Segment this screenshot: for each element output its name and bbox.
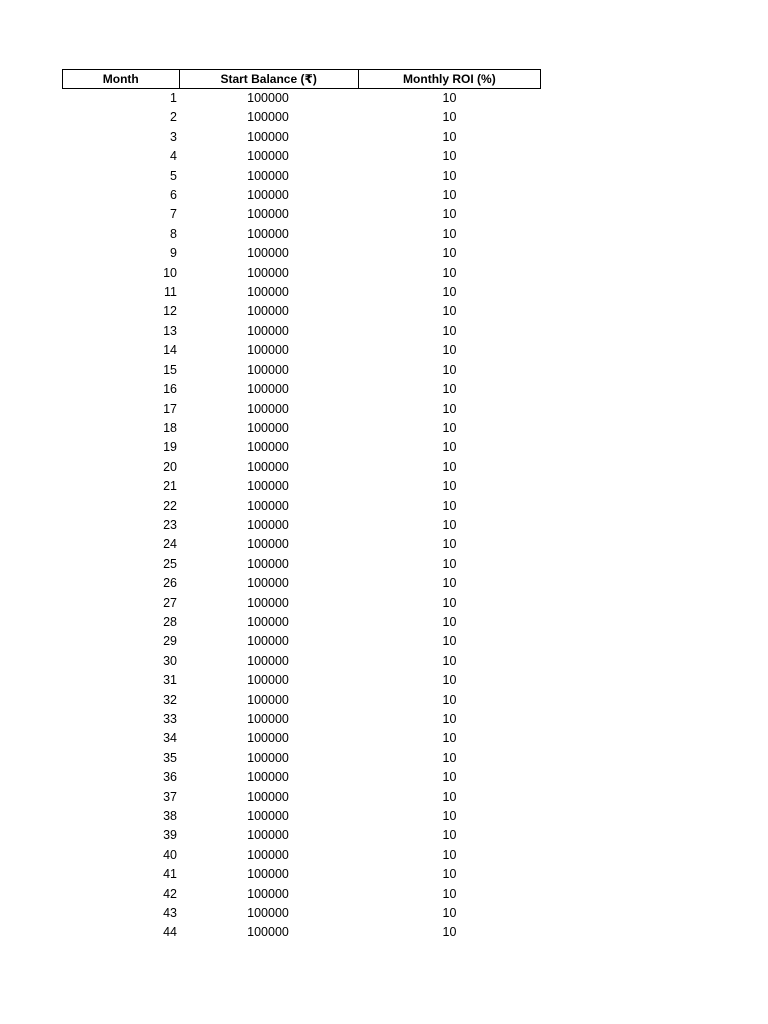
table-row xyxy=(62,302,541,321)
table-row xyxy=(62,710,541,729)
month-cell: 12 xyxy=(163,304,177,319)
month-cell: 13 xyxy=(163,323,177,338)
table-row xyxy=(62,283,541,302)
roi-table xyxy=(62,69,541,943)
monthly-roi-cell: 10 xyxy=(442,906,457,921)
table-row xyxy=(62,128,541,147)
table-row xyxy=(62,516,541,535)
start-balance-cell: 100000 xyxy=(247,692,289,707)
start-balance-cell: 100000 xyxy=(247,110,289,125)
table-row xyxy=(62,186,541,205)
month-cell: 21 xyxy=(163,479,177,494)
table-row xyxy=(62,613,541,632)
monthly-roi-cell: 10 xyxy=(442,789,457,804)
table-row xyxy=(62,923,541,942)
start-balance-cell: 100000 xyxy=(247,614,289,629)
start-balance-cell: 100000 xyxy=(247,634,289,649)
month-cell: 22 xyxy=(163,498,177,513)
table-row xyxy=(62,846,541,865)
table-row xyxy=(62,594,541,613)
monthly-roi-cell: 10 xyxy=(442,110,457,125)
start-balance-cell: 100000 xyxy=(247,789,289,804)
month-cell: 31 xyxy=(163,673,177,688)
start-balance-cell: 100000 xyxy=(247,343,289,358)
month-cell: 44 xyxy=(163,925,177,940)
table-row xyxy=(62,205,541,224)
monthly-roi-cell: 10 xyxy=(442,207,457,222)
month-cell: 38 xyxy=(163,809,177,824)
month-cell: 18 xyxy=(163,420,177,435)
table-row xyxy=(62,361,541,380)
monthly-roi-cell: 10 xyxy=(442,692,457,707)
table-row xyxy=(62,400,541,419)
start-balance-cell: 100000 xyxy=(247,828,289,843)
table-row xyxy=(62,458,541,477)
month-cell: 15 xyxy=(163,362,177,377)
monthly-roi-cell: 10 xyxy=(442,343,457,358)
monthly-roi-cell: 10 xyxy=(442,712,457,726)
table-row xyxy=(62,535,541,554)
table-row xyxy=(62,788,541,807)
monthly-roi-cell: 10 xyxy=(442,149,457,164)
table-row xyxy=(62,652,541,671)
month-cell: 36 xyxy=(163,770,177,785)
table-row xyxy=(62,341,541,360)
monthly-roi-cell: 10 xyxy=(442,479,457,494)
month-cell: 27 xyxy=(163,595,177,610)
start-balance-cell: 100000 xyxy=(247,886,289,901)
monthly-roi-cell: 10 xyxy=(442,285,457,300)
month-cell: 16 xyxy=(163,382,177,397)
table-row xyxy=(62,574,541,593)
month-cell: 7 xyxy=(170,207,177,222)
monthly-roi-cell: 10 xyxy=(442,498,457,513)
month-cell: 39 xyxy=(163,828,177,843)
table-row xyxy=(62,147,541,166)
start-balance-cell: 100000 xyxy=(247,750,289,765)
start-balance-cell: 100000 xyxy=(247,673,289,688)
start-balance-cell: 100000 xyxy=(247,479,289,494)
monthly-roi-cell: 10 xyxy=(442,634,457,649)
month-cell: 28 xyxy=(163,614,177,629)
table-row xyxy=(62,264,541,283)
start-balance-cell: 100000 xyxy=(247,285,289,300)
monthly-roi-cell: 10 xyxy=(442,420,457,435)
monthly-roi-cell: 10 xyxy=(442,886,457,901)
start-balance-cell: 100000 xyxy=(247,129,289,144)
monthly-roi-cell: 10 xyxy=(442,673,457,688)
monthly-roi-cell: 10 xyxy=(442,750,457,765)
month-cell: 19 xyxy=(163,440,177,455)
table-row xyxy=(62,555,541,574)
start-balance-cell: 100000 xyxy=(247,556,289,571)
month-cell: 23 xyxy=(163,517,177,532)
table-row xyxy=(62,244,541,263)
month-cell: 40 xyxy=(163,847,177,862)
start-balance-column-header: Start Balance (₹) xyxy=(179,70,358,88)
monthly-roi-column-header: Monthly ROI (%) xyxy=(358,70,540,88)
start-balance-cell: 100000 xyxy=(247,207,289,222)
monthly-roi-cell: 10 xyxy=(442,731,457,746)
monthly-roi-cell: 10 xyxy=(442,459,457,474)
month-cell: 41 xyxy=(163,867,177,882)
start-balance-cell: 100000 xyxy=(247,226,289,241)
monthly-roi-cell: 10 xyxy=(442,226,457,241)
start-balance-cell: 100000 xyxy=(247,149,289,164)
month-cell: 43 xyxy=(163,906,177,921)
table-row xyxy=(62,865,541,884)
monthly-roi-cell: 10 xyxy=(442,129,457,144)
start-balance-cell: 100000 xyxy=(247,498,289,513)
month-cell: 2 xyxy=(170,110,177,125)
month-cell: 29 xyxy=(163,634,177,649)
start-balance-cell: 100000 xyxy=(247,595,289,610)
start-balance-cell: 100000 xyxy=(247,323,289,338)
monthly-roi-cell: 10 xyxy=(442,401,457,416)
start-balance-cell: 100000 xyxy=(247,188,289,203)
monthly-roi-cell: 10 xyxy=(442,847,457,862)
start-balance-cell: 100000 xyxy=(247,91,289,105)
start-balance-cell: 100000 xyxy=(247,401,289,416)
start-balance-cell: 100000 xyxy=(247,847,289,862)
start-balance-cell: 100000 xyxy=(247,906,289,921)
start-balance-cell: 100000 xyxy=(247,537,289,552)
table-row xyxy=(62,826,541,845)
table-row xyxy=(62,671,541,690)
start-balance-cell: 100000 xyxy=(247,362,289,377)
monthly-roi-cell: 10 xyxy=(442,770,457,785)
month-cell: 33 xyxy=(163,712,177,726)
start-balance-cell: 100000 xyxy=(247,925,289,940)
table-row xyxy=(62,380,541,399)
start-balance-cell: 100000 xyxy=(247,712,289,726)
table-row xyxy=(62,322,541,341)
monthly-roi-cell: 10 xyxy=(442,537,457,552)
monthly-roi-cell: 10 xyxy=(442,188,457,203)
monthly-roi-cell: 10 xyxy=(442,517,457,532)
month-cell: 10 xyxy=(163,265,177,280)
table-body xyxy=(62,89,541,943)
monthly-roi-cell: 10 xyxy=(442,440,457,455)
table-row xyxy=(62,729,541,748)
month-cell: 42 xyxy=(163,886,177,901)
month-cell: 26 xyxy=(163,576,177,591)
start-balance-cell: 100000 xyxy=(247,246,289,261)
month-cell: 3 xyxy=(170,129,177,144)
table-row xyxy=(62,108,541,127)
monthly-roi-cell: 10 xyxy=(442,828,457,843)
table-row xyxy=(62,885,541,904)
monthly-roi-cell: 10 xyxy=(442,304,457,319)
monthly-roi-cell: 10 xyxy=(442,382,457,397)
month-cell: 4 xyxy=(170,149,177,164)
table-row xyxy=(62,477,541,496)
monthly-roi-cell: 10 xyxy=(442,595,457,610)
monthly-roi-cell: 10 xyxy=(442,362,457,377)
month-column-header: Month xyxy=(102,72,139,86)
start-balance-cell: 100000 xyxy=(247,168,289,183)
monthly-roi-cell: 10 xyxy=(442,556,457,571)
month-cell: 5 xyxy=(170,168,177,183)
month-cell: 17 xyxy=(163,401,177,416)
table-row xyxy=(62,225,541,244)
month-cell: 34 xyxy=(163,731,177,746)
start-balance-cell: 100000 xyxy=(247,653,289,668)
table-row xyxy=(62,632,541,651)
month-cell: 1 xyxy=(170,91,177,105)
table-header-row xyxy=(62,69,541,89)
table-row xyxy=(62,497,541,516)
table-row xyxy=(62,768,541,787)
table-row xyxy=(62,904,541,923)
table-row xyxy=(62,807,541,826)
start-balance-cell: 100000 xyxy=(247,809,289,824)
start-balance-cell: 100000 xyxy=(247,867,289,882)
month-cell: 30 xyxy=(163,653,177,668)
month-cell: 6 xyxy=(170,188,177,203)
start-balance-cell: 100000 xyxy=(247,459,289,474)
table-row xyxy=(62,89,541,108)
month-cell: 14 xyxy=(163,343,177,358)
month-cell: 24 xyxy=(163,537,177,552)
month-cell: 37 xyxy=(163,789,177,804)
month-cell: 8 xyxy=(170,226,177,241)
start-balance-cell: 100000 xyxy=(247,382,289,397)
month-cell: 11 xyxy=(164,285,177,300)
start-balance-cell: 100000 xyxy=(247,517,289,532)
monthly-roi-cell: 10 xyxy=(442,653,457,668)
month-cell: 32 xyxy=(163,692,177,707)
start-balance-cell: 100000 xyxy=(247,731,289,746)
start-balance-cell: 100000 xyxy=(247,265,289,280)
month-cell: 20 xyxy=(163,459,177,474)
start-balance-cell: 100000 xyxy=(247,304,289,319)
table-row xyxy=(62,749,541,768)
monthly-roi-cell: 10 xyxy=(442,323,457,338)
monthly-roi-cell: 10 xyxy=(442,246,457,261)
table-row xyxy=(62,167,541,186)
monthly-roi-cell: 10 xyxy=(442,614,457,629)
monthly-roi-cell: 10 xyxy=(442,576,457,591)
start-balance-cell: 100000 xyxy=(247,440,289,455)
month-cell: 9 xyxy=(170,246,177,261)
monthly-roi-cell: 10 xyxy=(442,91,457,105)
table-row xyxy=(62,438,541,457)
month-cell: 35 xyxy=(163,750,177,765)
start-balance-cell: 100000 xyxy=(247,576,289,591)
monthly-roi-cell: 10 xyxy=(442,168,457,183)
monthly-roi-cell: 10 xyxy=(442,265,457,280)
monthly-roi-cell: 10 xyxy=(442,867,457,882)
start-balance-cell: 100000 xyxy=(247,420,289,435)
monthly-roi-cell: 10 xyxy=(442,809,457,824)
table-row xyxy=(62,691,541,710)
month-cell: 25 xyxy=(163,556,177,571)
table-row xyxy=(62,419,541,438)
start-balance-cell: 100000 xyxy=(247,770,289,785)
monthly-roi-cell: 10 xyxy=(442,925,457,940)
